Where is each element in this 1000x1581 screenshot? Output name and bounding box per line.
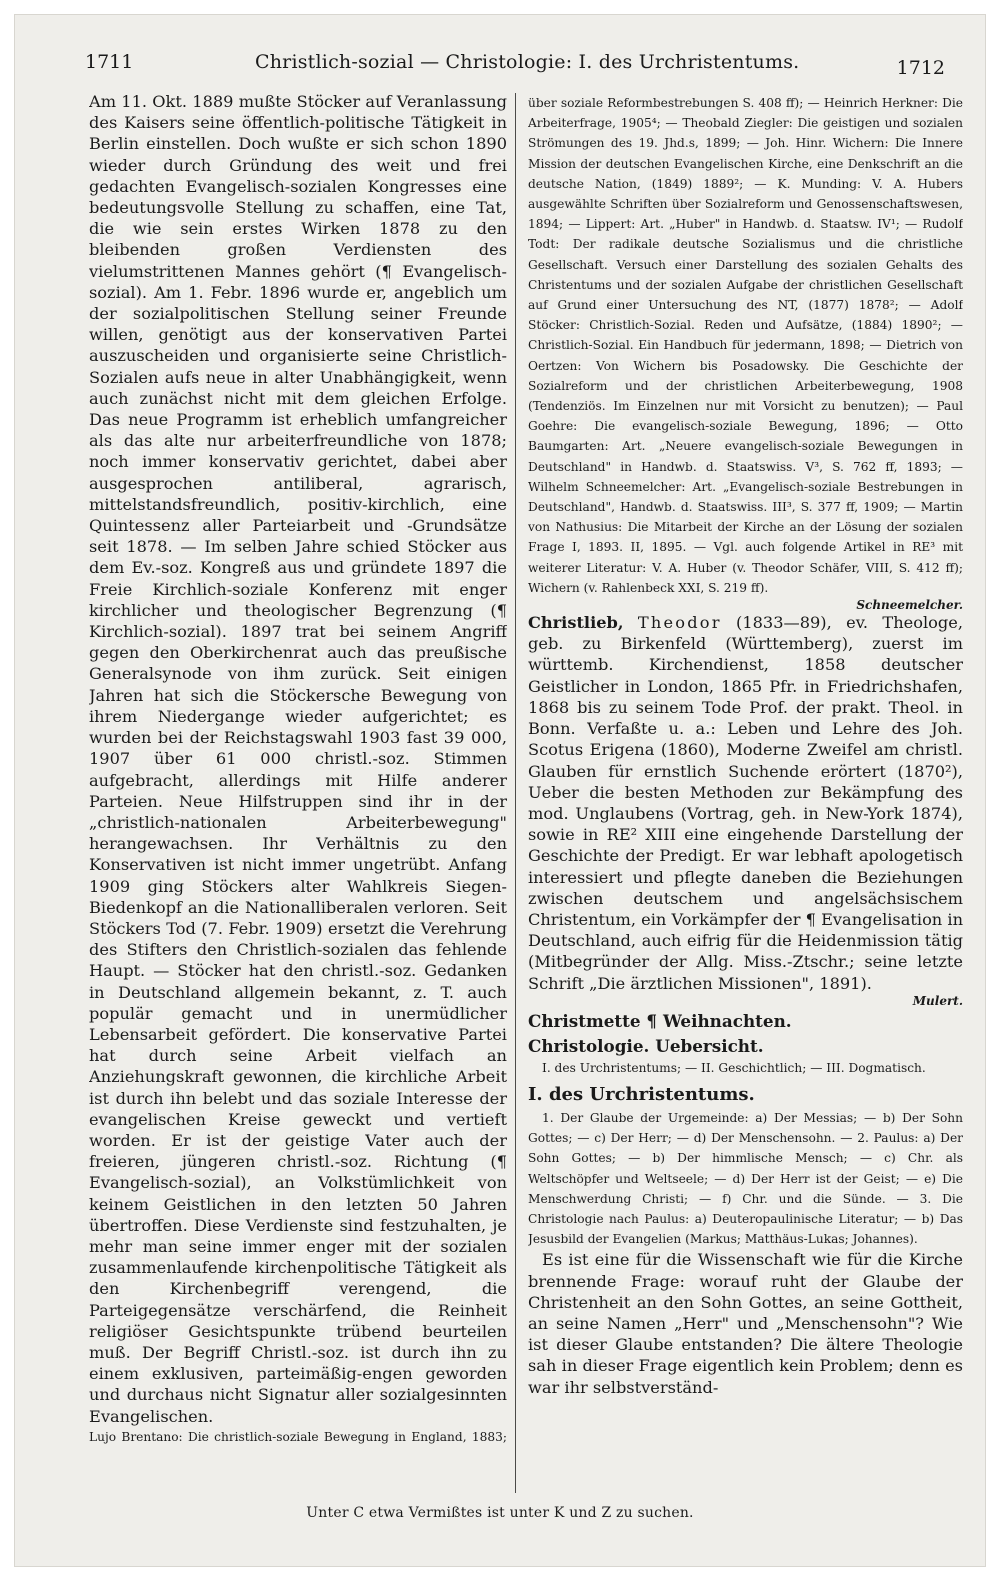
left-bibliography: Lujo Brentano: Die christlich-soziale Bewegung in England, 1883;	[89, 1429, 507, 1444]
section-title-urchristentum: I. des Urchristentums.	[528, 1083, 755, 1105]
entry-christlieb	[528, 612, 963, 994]
entry-firstname-christlieb: Theodor	[637, 613, 722, 633]
page-number-right: 1712	[896, 57, 945, 79]
entry-body-christlieb: (1833—89), ev. Theologe, geb. zu Birkenfeld (Württemberg), zuerst im württemb. Kirchendienst, 1858 deutscher Geistlicher in London, 1865 Pfr. in Friedrichshafen, 1868 bis zu seinem Tode Prof. der prakt. Theol. in Bonn. Verfaßte u. a.: Leben und Lehre des Joh. Scotus Erigena (1860), Moderne Zweifel am christl. Glauben für ernstlich Suchende erörtert (1870²), Ueber die besten Methoden zur Bekämpfung des mod. Unglaubens (Vortrag, geh. in New-York 1874), sowie in RE² XIII eine eingehende Darstellung der Geschichte der Predigt. Er war lebhaft apologetisch interessiert und pflegte daneben die Beziehungen zwischen deutschem und angelsächsischem Christentum, ein Vorkämpfer der ¶ Evangelisation in Deutschland, auch eifrig für die Heidenmission tätig (Mitbegründer der Allg. Miss.-Ztschr.; seine letzte Schrift „Die ärztlichen Missionen", 1891).	[528, 613, 963, 993]
entry-head-christlieb: Christlieb,	[528, 613, 624, 633]
page-footer-note: Unter C etwa Vermißtes ist unter K und Z zu suchen.	[306, 1505, 694, 1521]
column-divider	[515, 93, 516, 1493]
running-header	[85, 45, 945, 85]
author-signature-schneemelcher: Schneemelcher.	[856, 598, 963, 613]
section-opening-text: Es ist eine für die Wissenschaft wie für die Kirche brennende Frage: worauf ruht der Glaube der Christenheit an den Sohn Gottes, an seine Gottheit, an seine Namen „Herr" und „Menschensohn"? Wie ist dieser Glaube entstanden? Die ältere Theologie sah in dieser Frage eigentlich kein Problem; denn es war ihr selbstverständ-	[528, 1250, 963, 1397]
left-body-text: Am 11. Okt. 1889 mußte Stöcker auf Veranlassung des Kaisers seine öffentlich-politische Tätigkeit in Berlin einstellen. Doch wußte er sich schon 1890 wieder durch Gründung des weit und frei gedachten Evangelisch-sozialen Kongresses eine bedeutungsvolle Stellung zu schaffen, eine Tat, die wie sein erstes Wirken 1878 zu den bleibenden großen Verdiensten des vielumstrittenen Mannes gehört (¶ Evangelisch-sozial). Am 1. Febr. 1896 wurde er, angeblich um der sozialpolitischen Stellung seiner Freunde willen, genötigt aus der konservativen Partei auszuscheiden und organisierte seine Christlich-Sozialen aufs neue in alter Unabhängigkeit, wenn auch zunächst nicht mit dem gleichen Erfolge. Das neue Programm ist erheblich umfangreicher als das alte nur arbeiterfreundliche von 1878; noch immer konservativ gerichtet, dabei aber ausgesprochen antiliberal, agrarisch, mittelstandsfreundlich, positiv-kirchlich, eine Quintessenz aller Parteiarbeit und -Grundsätze seit 1878. — Im selben Jahre schied Stöcker aus dem Ev.-soz. Kongreß aus und gründete 1897 die Freie Kirchlich-soziale Konferenz mit enger kirchlicher und theologischer Begrenzung (¶ Kirchlich-sozial). 1897 trat bei seinem Angriff gegen den Oberkirchenrat auch das preußische Generalsynode von ihm zurück. Seit einigen Jahren hat sich die Stöckersche Bewegung von ihrem Niedergange wieder aufgerichtet; es wurden bei der Reichstagswahl 1903 fast 39 000, 1907 über 61 000 christl.-soz. Stimmen aufgebracht, allerdings mit Hilfe anderer Parteien. Neue Hilfstruppen sind ihr in der „christlich-nationalen Arbeiterbewegung" herangewachsen. Ihr Verhältnis zu den Konservativen ist nicht immer ungetrübt. Anfang 1909 ging Stöckers alter Wahlkreis Siegen-Biedenkopf an die Nationalliberalen verloren. Seit Stöckers Tod (7. Febr. 1909) ersetzt die Verehrung des Stifters den Christlich-sozialen das fehlende Haupt. — Stöcker hat den christl.-soz. Gedanken in Deutschland allgemein bekannt, z. T. auch populär gemacht und in unermüdlicher Lebensarbeit gefördert. Die konservative Partei hat durch seine Arbeit vielfach an Anziehungskraft gewonnen, die kirchliche Arbeit ist durch ihn belebt und das soziale Interesse der evangelischen Kreise geweckt und vertieft worden. Er ist der geistige Vater auch der freieren, jüngeren christl.-soz. Richtung (¶ Evangelisch-sozial), an Volkstümlichkeit von keinem Geistlichen in den letzten 50 Jahren übertroffen. Diese Verdienste sind festzuhalten, je mehr man seine immer enger mit der sozialen zusammenlaufende kirchenpolitische Tätigkeit als den Kirchenbegriff verengend, die Parteigegensätze verschärfend, die Reinheit religiöser Gesichtspunkte trübend beurteilen muß. Der Begriff Christl.-soz. ist durch ihn zu einem exklusiven, parteimäßig-engen geworden und durchaus nicht Signatur aller sozialgesinnten Evangelischen.	[89, 92, 507, 1426]
entry-christologie-overview-head: Christologie. Uebersicht.	[528, 1035, 764, 1056]
section-outline: 1. Der Glaube der Urgemeinde: a) Der Messias; — b) Der Sohn Gottes; — c) Der Herr; — d) Der Menschensohn. — 2. Paulus: a) Der Sohn Gottes; — b) Der himmlische Mensch; — c) Chr. als Weltschöpfer und Weltseele; — d) Der Herr ist der Geist; — e) Die Menschwerdung Christi; — f) Chr. und die Sünde. — 3. Die Christologie nach Paulus: a) Deuteropaulinische Literatur; — b) Das Jesusbild der Evangelien (Markus; Matthäus-Lukas; Johannes).	[528, 1110, 963, 1247]
bibliography-continued: über soziale Reformbestrebungen S. 408 ff); — Heinrich Herkner: Die Arbeiterfrage, 1905⁴; — Theobald Ziegler: Die geistigen und sozialen Strömungen des 19. Jhd.s, 1899; — Joh. Hinr. Wichern: Die Innere Mission der deutschen Evangelischen Kirche, eine Denkschrift an die deutsche Nation, (1849) 1889²; — K. Munding: V. A. Hubers ausgewählte Schriften über Sozialreform und Genossenschaftswesen, 1894; — Lippert: Art. „Huber" in Handwb. d. Staatsw. IV¹; — Rudolf Todt: Der radikale deutsche Sozialismus und die christliche Gesellschaft. Versuch einer Darstellung des sozialen Gehalts des Christentums und der sozialen Aufgabe der christlichen Gesellschaft auf Grund einer Untersuchung des NT, (1877) 1878²; — Adolf Stöcker: Christlich-Sozial. Reden und Aufsätze, (1884) 1890²; — Christlich-Sozial. Ein Handbuch für jedermann, 1898; — Dietrich von Oertzen: Von Wichern bis Posadowsky. Die Geschichte der Sozialreform und der christlichen Arbeiterbewegung, 1908 (Tendenziös. Im Einzelnen nur mit Vorsicht zu benutzen); — Paul Goehre: Die evangelisch-soziale Bewegung, 1896; — Otto Baumgarten: Art. „Neuere evangelisch-soziale Bewegungen in Deutschland" in Handwb. d. Staatswiss. V³, S. 762 ff, 1893; — Wilhelm Schneemelcher: Art. „Evangelisch-soziale Bestrebungen in Deutschland", Handwb. d. Staatswiss. III³, S. 377 ff, 1909; — Martin von Nathusius: Die Mitarbeit der Kirche an der Lösung der sozialen Frage I, 1893. II, 1895. — Vgl. auch folgende Artikel in RE³ mit weiterer Literatur: V. A. Huber (v. Theodor Schäfer, VIII, S. 412 ff); Wichern (v. Rahlenbeck XXI, S. 219 ff).	[528, 96, 963, 595]
page-number-left: 1711	[85, 51, 134, 73]
author-signature-mulert: Mulert.	[912, 993, 963, 1008]
left-column	[89, 91, 507, 1446]
running-title: Christlich-sozial — Christologie: I. des Urchristentums.	[255, 51, 800, 73]
encyclopedia-page	[14, 14, 986, 1567]
christologie-overview-list: I. des Urchristentums; — II. Geschichtlich; — III. Dogmatisch.	[542, 1060, 926, 1075]
right-column	[528, 93, 963, 1483]
entry-christmette: Christmette ¶ Weihnachten.	[528, 1010, 792, 1031]
